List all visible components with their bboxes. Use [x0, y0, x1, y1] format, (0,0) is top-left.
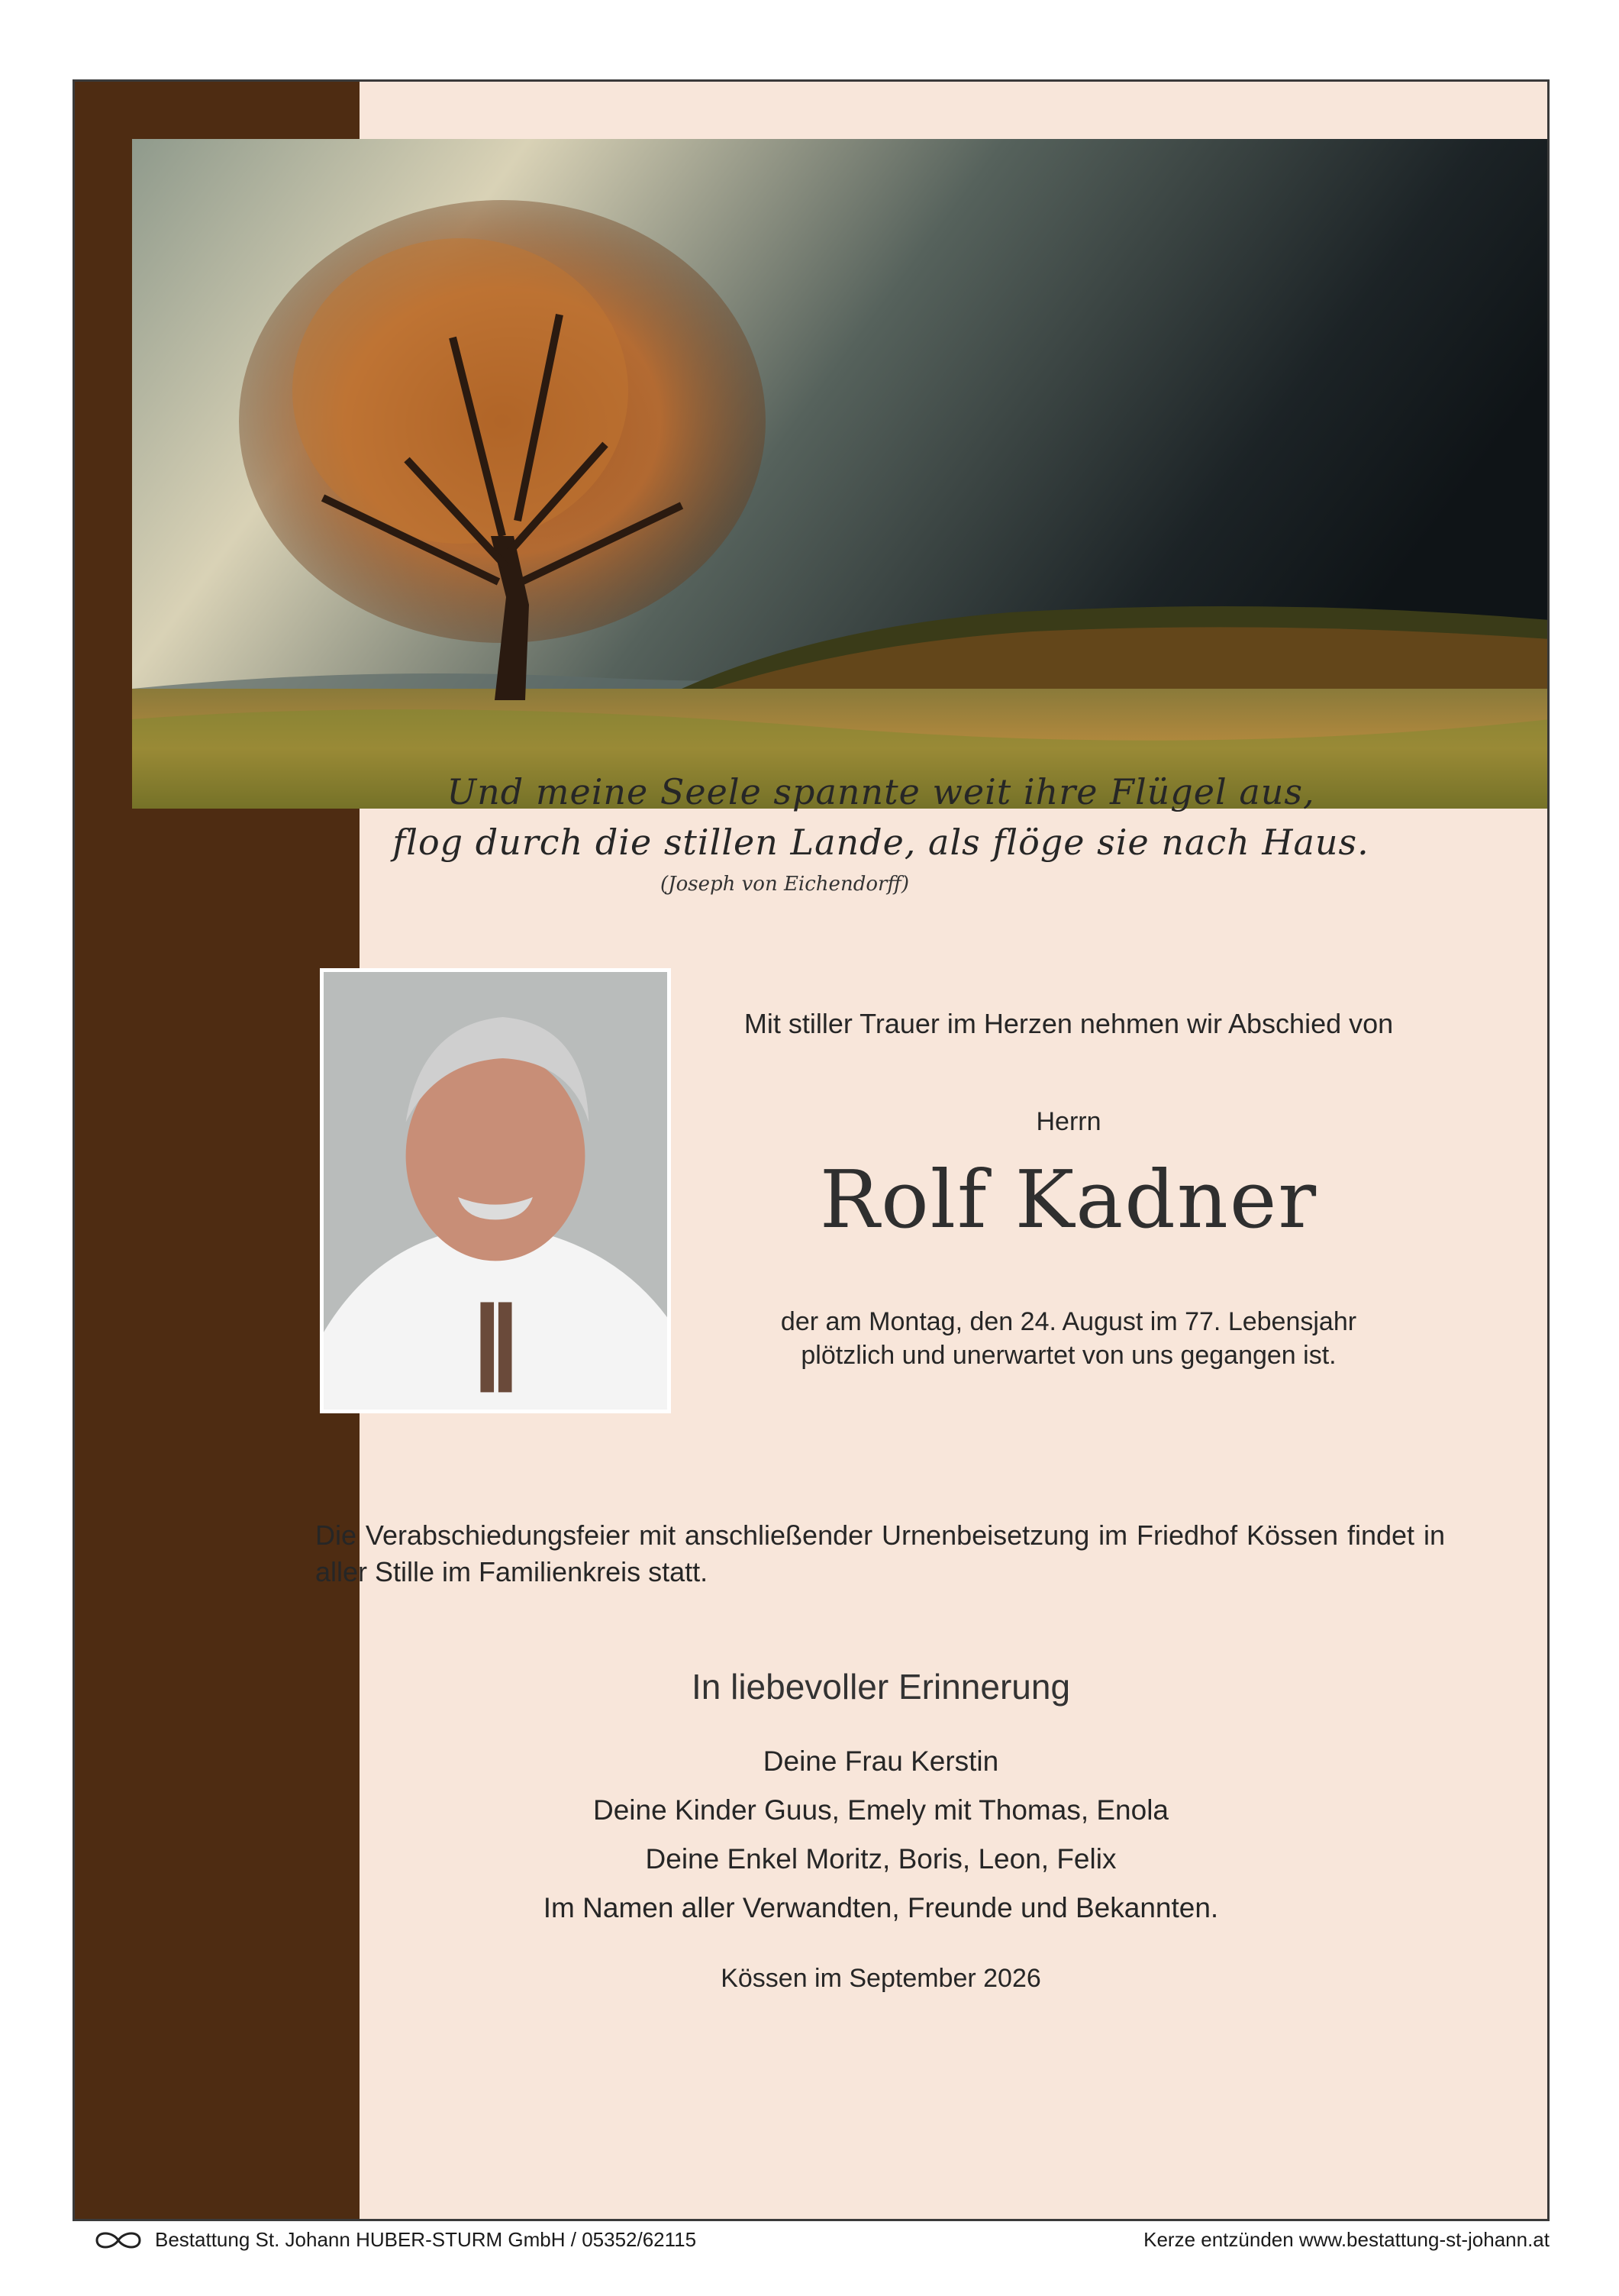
- poem-author: (Joseph von Eichendorff): [660, 873, 909, 896]
- place-date: Kössen im September 2026: [721, 1964, 1041, 1993]
- footer: [73, 2228, 1550, 2259]
- intro-text: Mit stiller Trauer im Herzen nehmen wir Abschied von: [743, 1008, 1394, 1039]
- candle-link[interactable]: Kerze entzünden www.bestattung-st-johann.at: [1143, 2228, 1550, 2251]
- deceased-name: Rolf Kadner: [819, 1153, 1318, 1246]
- memory-heading: In liebevoller Erinnerung: [691, 1667, 1071, 1707]
- ceremony-text: Die Verabschiedungsfeier mit anschließender Urnenbeisetzung im Friedhof Kössen findet in aller Stille im Familienkreis statt.: [315, 1519, 1445, 1587]
- poem-line-2: flog durch die stillen Lande, als flöge sie nach Haus.: [392, 822, 1369, 863]
- poem-line-1: Und meine Seele spannte weit ihre Flügel aus,: [447, 771, 1315, 812]
- death-line-2: plötzlich und unerwartet von uns gegangen ist.: [801, 1341, 1337, 1370]
- family-line: Deine Kinder Guus, Emely mit Thomas, Enola: [592, 1794, 1169, 1826]
- salutation: Herrn: [1036, 1107, 1101, 1136]
- death-line-1: der am Montag, den 24. August im 77. Lebensjahr: [780, 1307, 1357, 1336]
- footer-company: [91, 2228, 696, 2252]
- family-line: Deine Frau Kerstin: [763, 1745, 999, 1777]
- family-list: [285, 1737, 1477, 1933]
- portrait-photo: [320, 968, 671, 1413]
- family-line: Deine Enkel Moritz, Boris, Leon, Felix: [645, 1843, 1117, 1875]
- infinity-icon: [91, 2230, 146, 2251]
- landscape-tree-image: [132, 139, 1550, 809]
- family-line: Im Namen aller Verwandten, Freunde und Bekannten.: [543, 1892, 1219, 1923]
- company-text: Bestattung St. Johann HUBER-STURM GmbH / 05352/62115: [155, 2228, 697, 2251]
